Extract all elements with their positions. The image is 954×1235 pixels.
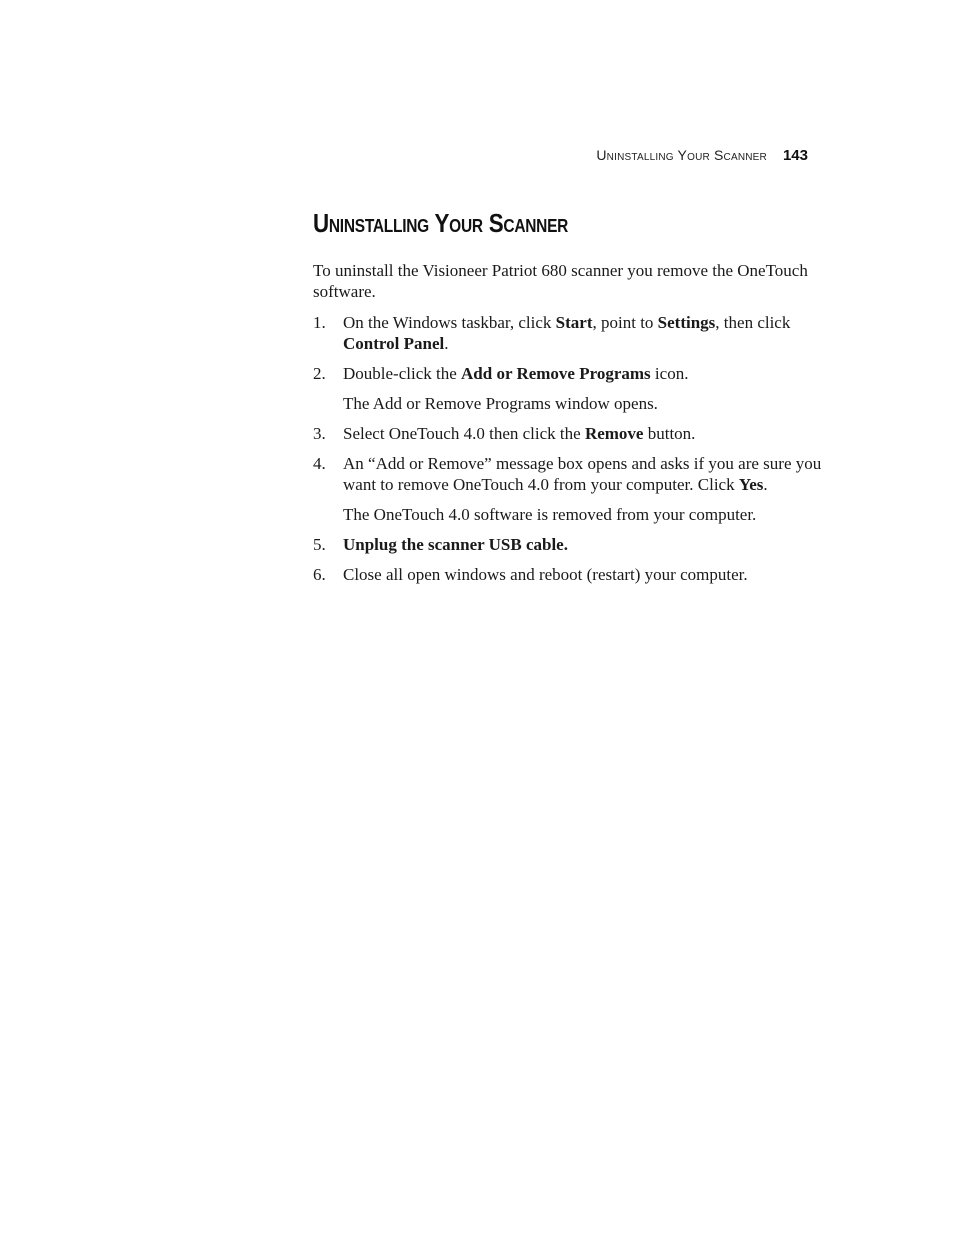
step-number: 6. — [313, 565, 326, 584]
step-row — [313, 453, 823, 495]
step-emphasis: Settings — [657, 313, 716, 332]
step-text-run: Double-click the — [343, 364, 462, 383]
step-text-run: , point to — [592, 313, 658, 332]
step-text-run: Close all open windows and reboot (restart) your computer. — [343, 565, 748, 584]
step-text-run: An “Add or Remove” message box opens and asks if you are sure you want to remove OneTouch 4.0 from your computer. Click — [343, 454, 822, 494]
step-number: 2. — [313, 364, 326, 383]
step-number: 5. — [313, 535, 326, 554]
step-text-run: . — [763, 475, 768, 494]
step-number: 4. — [313, 454, 326, 473]
step-text — [343, 564, 823, 585]
step-row — [313, 312, 823, 354]
step-text-run: , then click — [715, 313, 791, 332]
step-emphasis: Remove — [584, 424, 644, 443]
intro-paragraph: To uninstall the Visioneer Patriot 680 scanner you remove the OneTouch software. — [313, 261, 808, 301]
steps-list — [313, 312, 823, 585]
section-title: Uninstalling Your Scanner — [313, 208, 569, 238]
running-header — [596, 147, 808, 164]
step-emphasis: Yes — [738, 475, 764, 494]
list-item — [313, 423, 823, 444]
step-note: The Add or Remove Programs window opens. — [343, 394, 658, 413]
step-emphasis: Control Panel — [343, 334, 445, 353]
step-note: The OneTouch 4.0 software is removed from your computer. — [343, 505, 757, 524]
step-text — [343, 453, 823, 495]
step-row — [313, 534, 823, 555]
step-text — [343, 363, 823, 384]
step-emphasis: Add or Remove Programs — [461, 364, 651, 383]
step-text-run: On the Windows taskbar, click — [343, 313, 556, 332]
step-emphasis: Unplug the scanner USB cable. — [343, 535, 568, 554]
step-number: 1. — [313, 313, 326, 332]
list-item — [313, 312, 823, 354]
step-text — [343, 534, 823, 555]
step-text-run: Select OneTouch 4.0 then click the — [343, 424, 585, 443]
step-text — [343, 423, 823, 444]
page-number: 143 — [782, 147, 808, 164]
list-item — [313, 564, 823, 585]
step-text-run: button. — [643, 424, 696, 443]
list-item — [313, 363, 823, 414]
step-text-run: . — [444, 334, 449, 353]
list-item — [313, 534, 823, 555]
step-row — [313, 564, 823, 585]
step-emphasis: Start — [555, 313, 593, 332]
step-number: 3. — [313, 424, 326, 443]
step-text-run: icon. — [650, 364, 689, 383]
step-text — [343, 312, 823, 354]
list-item — [313, 453, 823, 525]
step-row — [313, 363, 823, 384]
page-content — [313, 206, 823, 594]
step-row — [313, 423, 823, 444]
running-header-title: Uninstalling Your Scanner — [596, 147, 767, 163]
